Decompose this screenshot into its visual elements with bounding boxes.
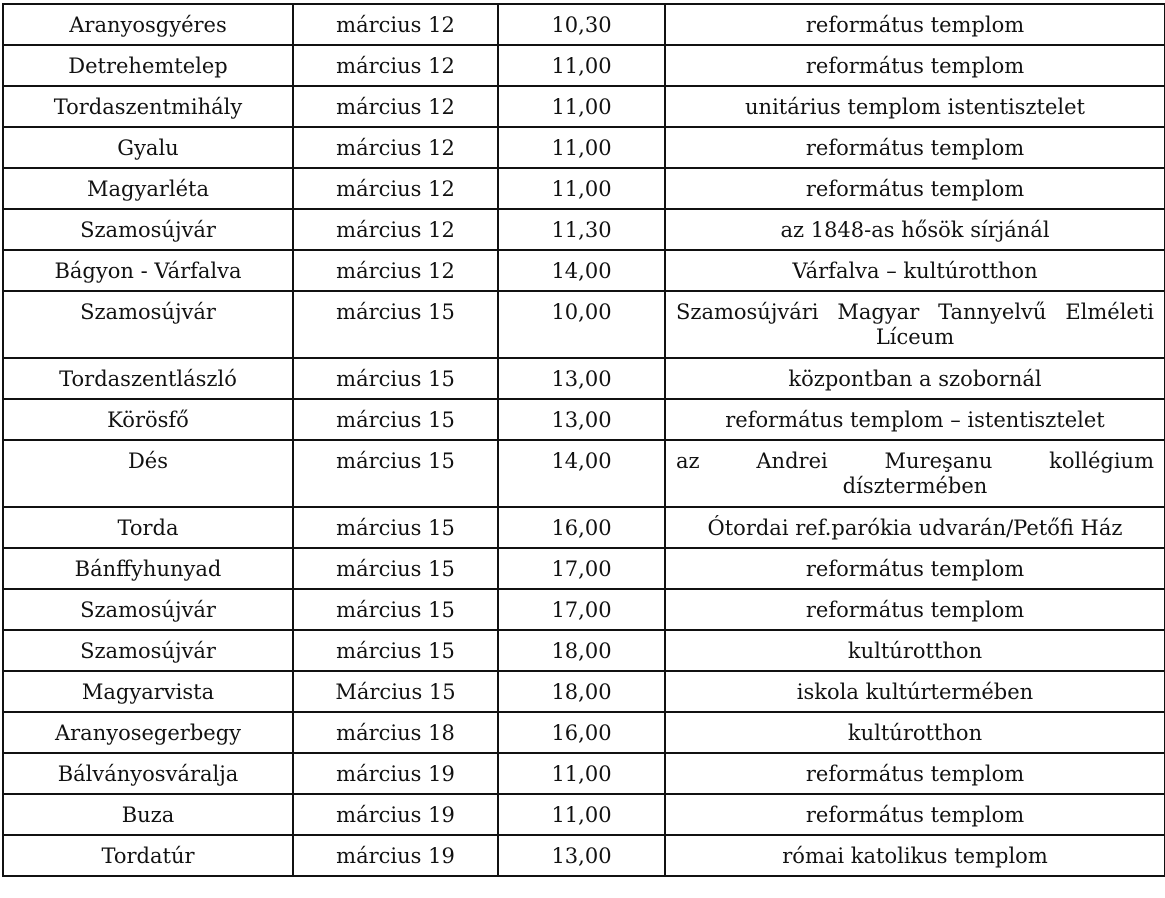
place-cell: Bágyon - Várfalva: [3, 250, 293, 291]
venue-cell: református templom: [665, 168, 1165, 209]
time-cell: 16,00: [498, 507, 665, 548]
table-row: [3, 753, 1165, 794]
place-cell: Szamosújvár: [3, 589, 293, 630]
place-cell: Tordaszentlászló: [3, 358, 293, 399]
table-row: [3, 250, 1165, 291]
place-cell: Detrehemtelep: [3, 45, 293, 86]
venue-cell: református templom: [665, 794, 1165, 835]
table-row: [3, 358, 1165, 399]
event-schedule-table: [2, 3, 1165, 877]
date-cell: március 18: [293, 712, 498, 753]
table-row: [3, 168, 1165, 209]
time-cell: 14,00: [498, 250, 665, 291]
time-cell: 11,00: [498, 168, 665, 209]
venue-cell: unitárius templom istentisztelet: [665, 86, 1165, 127]
table-row: [3, 127, 1165, 168]
place-cell: Buza: [3, 794, 293, 835]
date-cell: március 15: [293, 358, 498, 399]
time-cell: 17,00: [498, 548, 665, 589]
date-cell: március 12: [293, 4, 498, 45]
place-cell: Szamosújvár: [3, 630, 293, 671]
venue-cell: református templom: [665, 4, 1165, 45]
venue-cell: kultúrotthon: [665, 630, 1165, 671]
venue-cell: központban a szobornál: [665, 358, 1165, 399]
date-cell: március 15: [293, 589, 498, 630]
time-cell: 18,00: [498, 671, 665, 712]
venue-cell: református templom: [665, 589, 1165, 630]
venue-cell: református templom: [665, 45, 1165, 86]
place-cell: Szamosújvár: [3, 209, 293, 250]
place-cell: Aranyosgyéres: [3, 4, 293, 45]
time-cell: 10,30: [498, 4, 665, 45]
venue-cell: kultúrotthon: [665, 712, 1165, 753]
time-cell: 11,00: [498, 753, 665, 794]
place-cell: Tordatúr: [3, 835, 293, 876]
place-cell: Bálványosváralja: [3, 753, 293, 794]
place-cell: Bánffyhunyad: [3, 548, 293, 589]
venue-cell: római katolikus templom: [665, 835, 1165, 876]
table-row: [3, 548, 1165, 589]
venue-cell: református templom – istentisztelet: [665, 399, 1165, 440]
time-cell: 11,30: [498, 209, 665, 250]
date-cell: március 12: [293, 86, 498, 127]
table-row: [3, 4, 1165, 45]
time-cell: 11,00: [498, 794, 665, 835]
table-row: [3, 399, 1165, 440]
venue-cell: református templom: [665, 753, 1165, 794]
time-cell: 18,00: [498, 630, 665, 671]
table-row: [3, 794, 1165, 835]
venue-cell: iskola kultúrtermében: [665, 671, 1165, 712]
place-cell: Magyarvista: [3, 671, 293, 712]
date-cell: március 19: [293, 794, 498, 835]
table-row: [3, 589, 1165, 630]
place-cell: Torda: [3, 507, 293, 548]
date-cell: március 19: [293, 835, 498, 876]
date-cell: március 19: [293, 753, 498, 794]
venue-cell: református templom: [665, 127, 1165, 168]
date-cell: március 12: [293, 209, 498, 250]
time-cell: 11,00: [498, 86, 665, 127]
venue-cell: az Andrei Mureşanu kollégium dísztermében: [665, 440, 1165, 507]
place-cell: Aranyosegerbegy: [3, 712, 293, 753]
time-cell: 10,00: [498, 291, 665, 358]
date-cell: március 12: [293, 250, 498, 291]
place-cell: Magyarléta: [3, 168, 293, 209]
date-cell: március 12: [293, 127, 498, 168]
date-cell: Március 15: [293, 671, 498, 712]
table-row: [3, 671, 1165, 712]
place-cell: Dés: [3, 440, 293, 507]
time-cell: 13,00: [498, 358, 665, 399]
venue-cell: Ótordai ref.parókia udvarán/Petőfi Ház: [665, 507, 1165, 548]
date-cell: március 12: [293, 168, 498, 209]
place-cell: Tordaszentmihály: [3, 86, 293, 127]
table-row: [3, 291, 1165, 358]
date-cell: március 15: [293, 440, 498, 507]
venue-cell: református templom: [665, 548, 1165, 589]
time-cell: 11,00: [498, 45, 665, 86]
date-cell: március 15: [293, 630, 498, 671]
time-cell: 17,00: [498, 589, 665, 630]
table-row: [3, 209, 1165, 250]
schedule-body: [3, 4, 1165, 876]
time-cell: 16,00: [498, 712, 665, 753]
date-cell: március 15: [293, 548, 498, 589]
venue-cell: az 1848-as hősök sírjánál: [665, 209, 1165, 250]
table-row: [3, 440, 1165, 507]
time-cell: 13,00: [498, 835, 665, 876]
place-cell: Körösfő: [3, 399, 293, 440]
date-cell: március 15: [293, 507, 498, 548]
date-cell: március 15: [293, 291, 498, 358]
table-row: [3, 630, 1165, 671]
table-row: [3, 507, 1165, 548]
table-row: [3, 712, 1165, 753]
date-cell: március 12: [293, 45, 498, 86]
place-cell: Gyalu: [3, 127, 293, 168]
table-row: [3, 45, 1165, 86]
venue-cell: Várfalva – kultúrotthon: [665, 250, 1165, 291]
date-cell: március 15: [293, 399, 498, 440]
time-cell: 13,00: [498, 399, 665, 440]
time-cell: 14,00: [498, 440, 665, 507]
table-row: [3, 86, 1165, 127]
table-row: [3, 835, 1165, 876]
place-cell: Szamosújvár: [3, 291, 293, 358]
time-cell: 11,00: [498, 127, 665, 168]
venue-cell: Szamosújvári Magyar Tannyelvű Elméleti Líceum: [665, 291, 1165, 358]
